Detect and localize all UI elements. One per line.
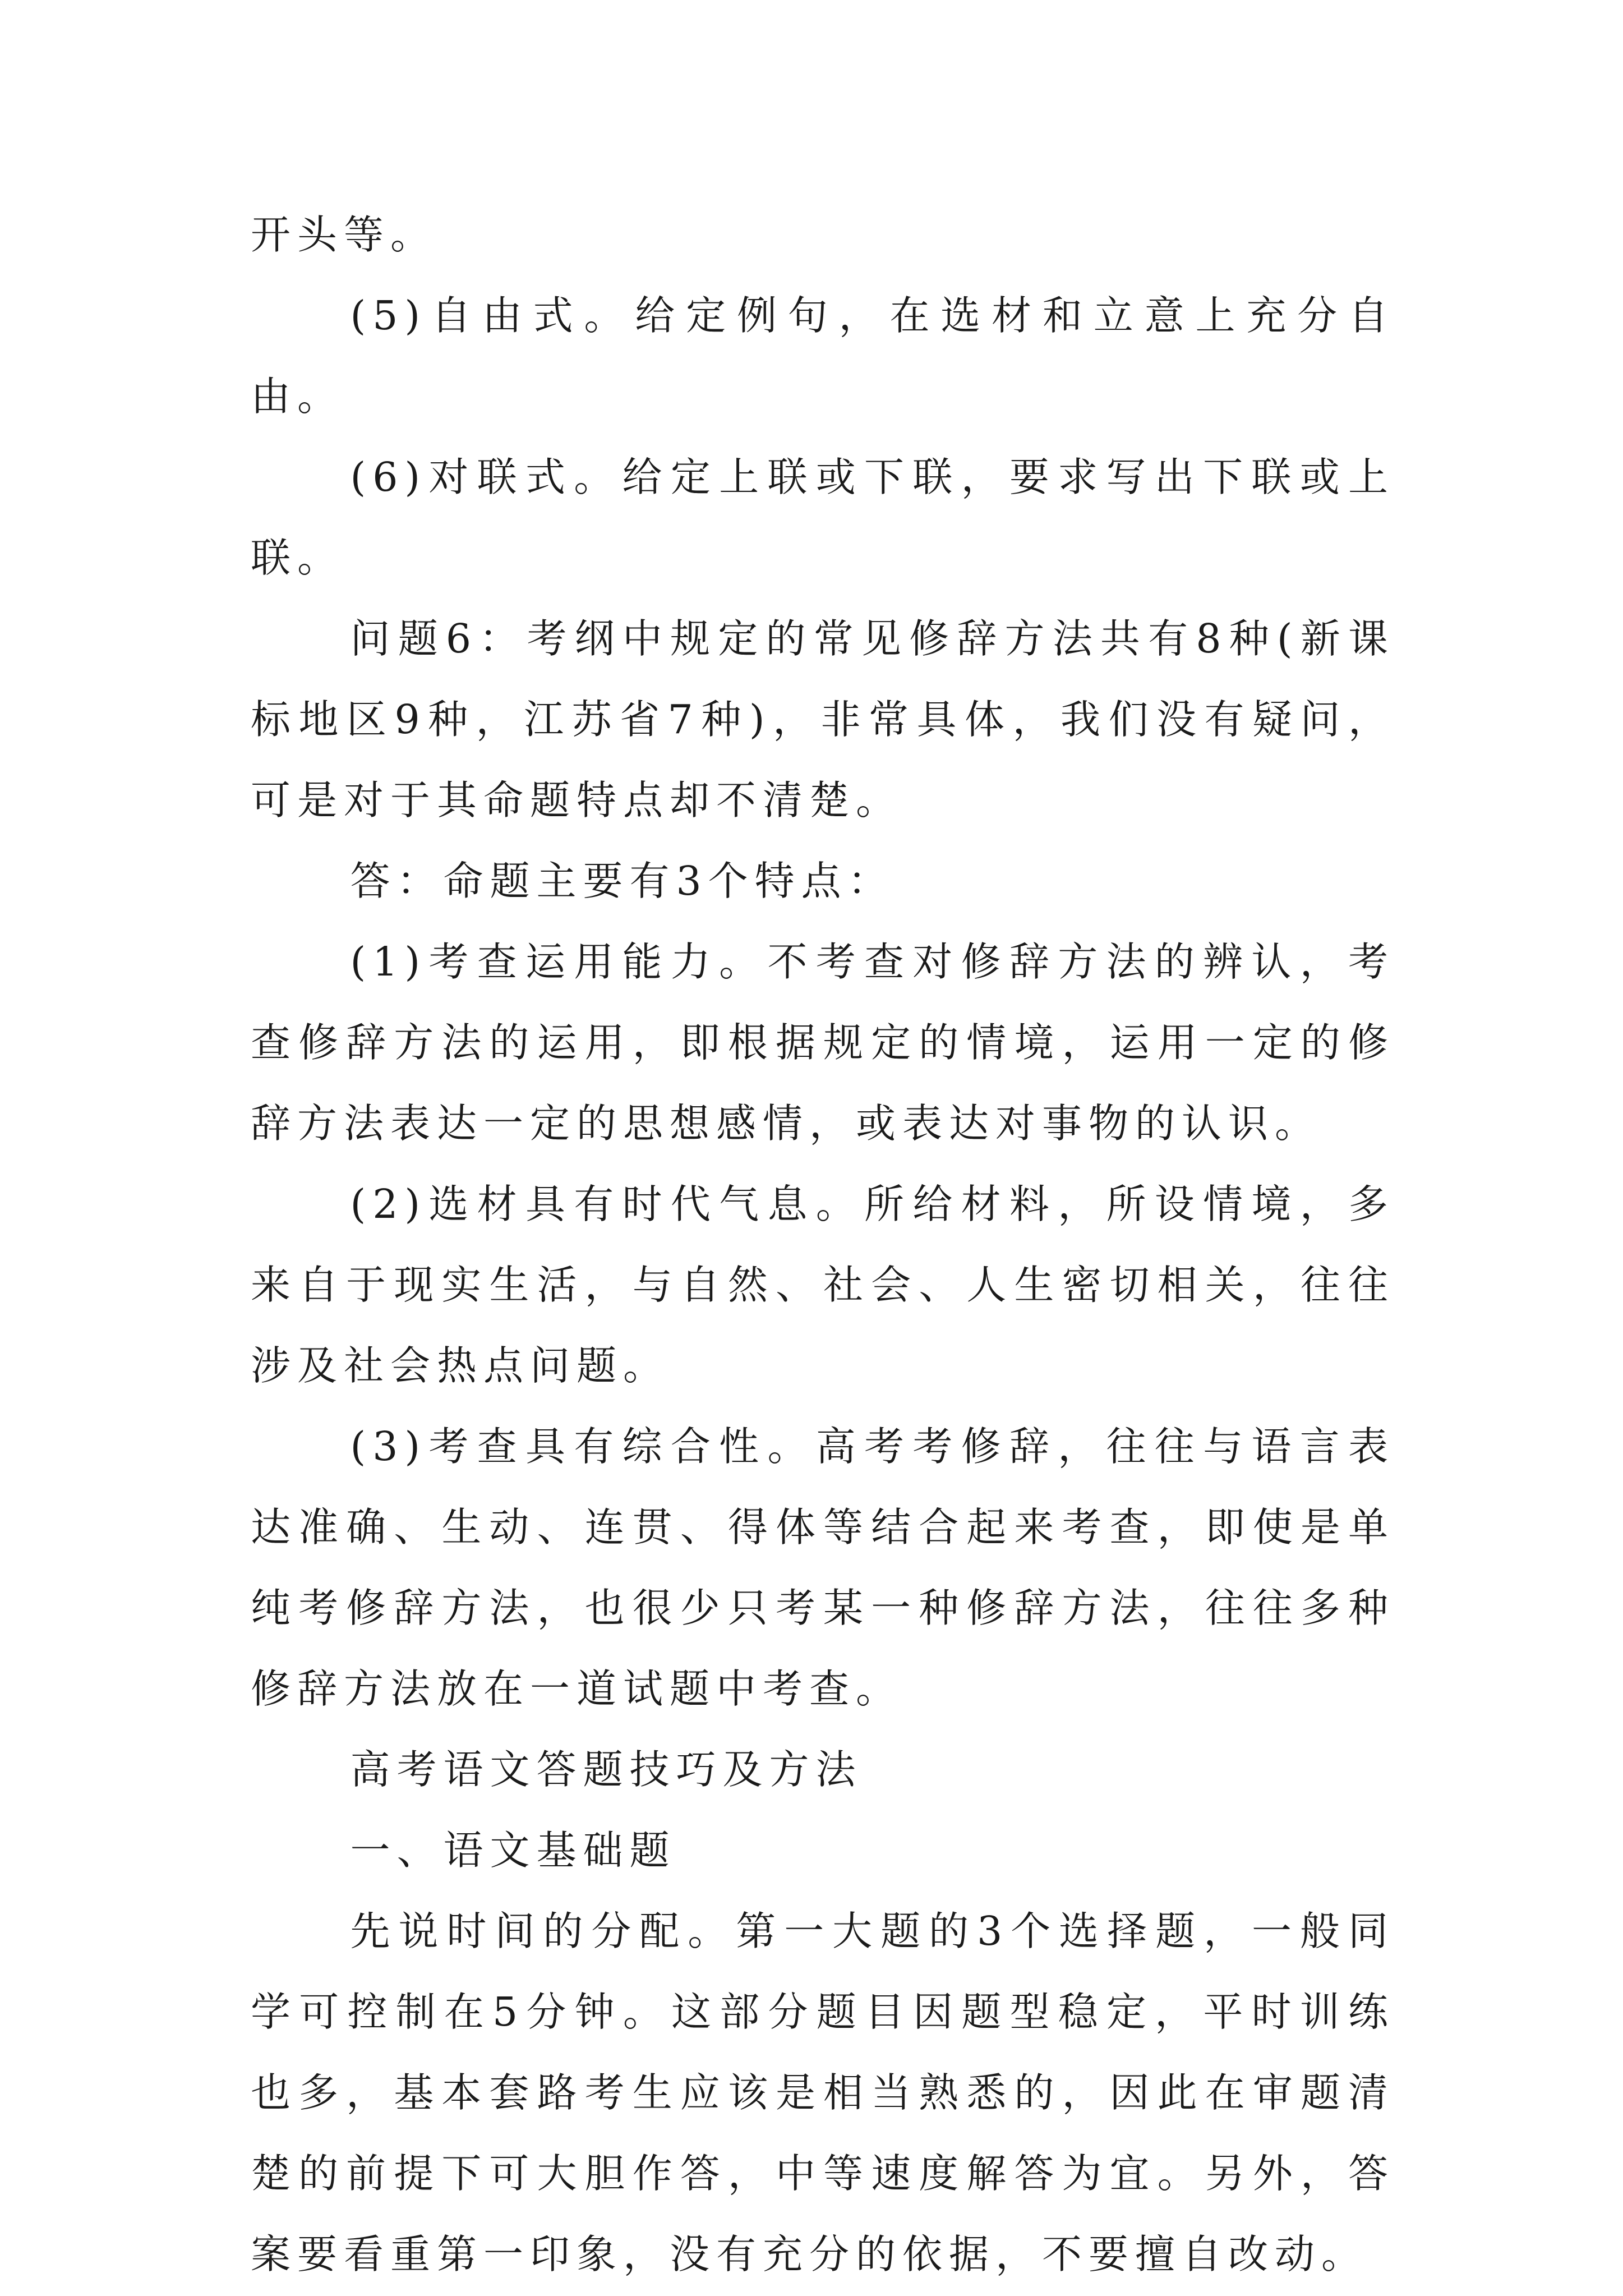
paragraph-point-1: (1)考查运用能力。不考查对修辞方法的辨认，考查修辞方法的运用，即根据规定的情境，运用一定的修辞方法表达一定的思想感情，或表达对事物的认识。 xyxy=(251,938,1395,1147)
paragraph-item-6: (6)对联式。给定上联或下联，要求写出下联或上联。 xyxy=(251,454,1395,581)
paragraph-continuation: 开头等。 xyxy=(251,211,437,258)
paragraph-item-5: (5)自由式。给定例句，在选材和立意上充分自由。 xyxy=(251,292,1395,420)
paragraph-answer-intro: 答：命题主要有3个特点： xyxy=(350,858,895,904)
subsection-heading: 一、语文基础题 xyxy=(350,1827,676,1874)
paragraph-question-6: 问题6：考纲中规定的常见修辞方法共有8种(新课标地区9种，江苏省7种)，非常具体，我们没有疑问，可是对于其命题特点却不清楚。 xyxy=(251,615,1395,823)
paragraph-point-3: (3)考查具有综合性。高考考修辞，往往与语言表达准确、生动、连贯、得体等结合起来考查，即使是单纯考修辞方法，也很少只考某一种修辞方法，往往多种修辞方法放在一道试题中考查。 xyxy=(251,1423,1395,1712)
document-body xyxy=(251,195,1395,2295)
paragraph-point-2: (2)选材具有时代气息。所给材料，所设情境，多来自于现实生活，与自然、社会、人生密切相关，往往涉及社会热点问题。 xyxy=(251,1181,1395,1389)
paragraph-time-allocation: 先说时间的分配。第一大题的3个选择题，一般同学可控制在5分钟。这部分题目因题型稳定，平时训练也多，基本套路考生应该是相当熟悉的，因此在审题清楚的前提下可大胆作答，中等速度解答为宜。另外，答案要看重第一印象，没有充分的依据，不要擅自改动。 xyxy=(251,1908,1395,2277)
section-heading: 高考语文答题技巧及方法 xyxy=(350,1746,863,1793)
